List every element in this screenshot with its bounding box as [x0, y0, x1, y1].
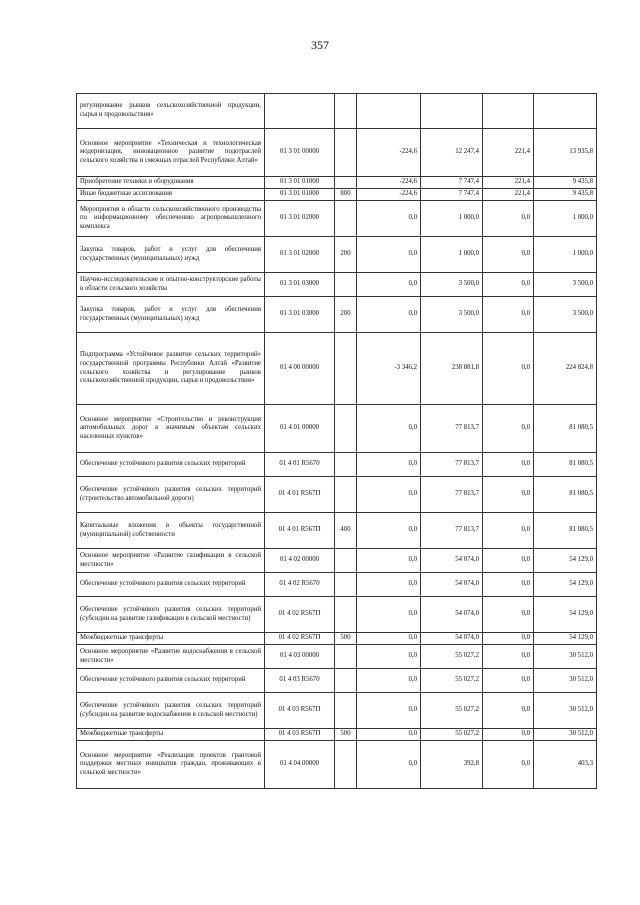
row-expense-type — [335, 453, 357, 477]
table-row — [77, 645, 597, 669]
row-change-2: 0,0 — [483, 333, 534, 405]
row-total: 81 080,5 — [534, 405, 597, 453]
row-plan: 7 747,4 — [421, 189, 483, 201]
row-total: 81 080,5 — [534, 453, 597, 477]
row-code: 01 3 01 01000 — [265, 177, 335, 189]
row-plan: 1 000,0 — [421, 201, 483, 237]
row-code: 01 4 01 00000 — [265, 405, 335, 453]
row-change-2: 0,0 — [483, 513, 534, 549]
row-code: 01 4 02 00000 — [265, 549, 335, 573]
row-plan: 77 813,7 — [421, 453, 483, 477]
row-code: 01 3 01 01000 — [265, 189, 335, 201]
row-change-2: 0,0 — [483, 273, 534, 297]
row-name: Приобретение техники и оборудования — [77, 177, 265, 189]
row-change: 0,0 — [357, 297, 421, 333]
row-plan: 392,8 — [421, 741, 483, 789]
row-expense-type: 500 — [335, 729, 357, 741]
row-code: 01 4 02 R567П — [265, 633, 335, 645]
row-name: Обеспечение устойчивого развития сельских территорий — [77, 453, 265, 477]
table-row — [77, 189, 597, 201]
row-change-2: 0,0 — [483, 633, 534, 645]
row-plan: 1 000,0 — [421, 237, 483, 273]
row-change-2: 221,4 — [483, 177, 534, 189]
row-name: Подпрограмма «Устойчивое развитие сельских территорий» государственной программы Республики Алтай «Развитие сельского хозяйства и регулирование рынков сельскохозяйственной продукции, сырья и продовольствия» — [77, 333, 265, 405]
row-expense-type: 200 — [335, 237, 357, 273]
row-expense-type: 200 — [335, 297, 357, 333]
row-total: 224 824,8 — [534, 333, 597, 405]
row-change: 0,0 — [357, 573, 421, 597]
row-code: 01 3 01 02000 — [265, 237, 335, 273]
row-total: 3 500,0 — [534, 297, 597, 333]
row-expense-type: 500 — [335, 633, 357, 645]
row-expense-type: 400 — [335, 513, 357, 549]
row-change: 0,0 — [357, 201, 421, 237]
table-row — [77, 597, 597, 633]
budget-table — [76, 93, 597, 789]
row-code: 01 4 02 R567П — [265, 597, 335, 633]
row-expense-type — [335, 741, 357, 789]
row-total: 30 512,0 — [534, 669, 597, 693]
row-total: 9 435,8 — [534, 189, 597, 201]
row-change-2: 0,0 — [483, 693, 534, 729]
row-plan: 54 074,0 — [421, 633, 483, 645]
row-name: Обеспечение устойчивого развития сельских территорий (субсидии на развитие газификации в сельской местности) — [77, 597, 265, 633]
row-expense-type — [335, 273, 357, 297]
row-expense-type — [335, 94, 357, 129]
table-row — [77, 729, 597, 741]
row-change-2: 0,0 — [483, 549, 534, 573]
table-row — [77, 453, 597, 477]
row-change: 0,0 — [357, 693, 421, 729]
row-expense-type — [335, 177, 357, 189]
row-change-2: 0,0 — [483, 477, 534, 513]
row-name: Закупка товаров, работ и услуг для обеспечения государственных (муниципальных) нужд — [77, 297, 265, 333]
row-change: 0,0 — [357, 237, 421, 273]
row-expense-type — [335, 573, 357, 597]
table-row — [77, 693, 597, 729]
row-plan — [421, 94, 483, 129]
row-code: 01 3 01 03000 — [265, 297, 335, 333]
table-row — [77, 273, 597, 297]
row-name: Обеспечение устойчивого развития сельских территорий — [77, 669, 265, 693]
row-change: 0,0 — [357, 477, 421, 513]
row-plan: 77 813,7 — [421, 405, 483, 453]
row-code: 01 4 03 R567П — [265, 693, 335, 729]
row-change-2 — [483, 94, 534, 129]
table-row — [77, 94, 597, 129]
row-change-2: 0,0 — [483, 201, 534, 237]
row-total: 30 512,0 — [534, 693, 597, 729]
row-expense-type — [335, 597, 357, 633]
table-row — [77, 741, 597, 789]
row-change-2: 0,0 — [483, 729, 534, 741]
row-name: Обеспечение устойчивого развития сельских территорий — [77, 573, 265, 597]
row-change: -3 346,2 — [357, 333, 421, 405]
row-expense-type — [335, 645, 357, 669]
row-plan: 3 500,0 — [421, 273, 483, 297]
row-total: 54 129,0 — [534, 597, 597, 633]
row-expense-type — [335, 333, 357, 405]
row-change-2: 0,0 — [483, 669, 534, 693]
row-name: Основное мероприятие «Техническая и технологическая модернизация, инновационное развитие подотраслей сельского хозяйства и смежных отраслей Республики Алтай» — [77, 129, 265, 177]
row-plan: 77 813,7 — [421, 477, 483, 513]
row-name: Обеспечение устойчивого развития сельских территорий (субсидии на развитие водоснабжения в сельской местности) — [77, 693, 265, 729]
row-plan: 55 027,2 — [421, 729, 483, 741]
page-number: 357 — [311, 38, 329, 52]
row-change: 0,0 — [357, 645, 421, 669]
row-total: 30 512,0 — [534, 645, 597, 669]
row-plan: 54 074,0 — [421, 573, 483, 597]
table-row — [77, 477, 597, 513]
row-change: 0,0 — [357, 669, 421, 693]
row-name: Капитальные вложения в объекты государственной (муниципальной) собственности — [77, 513, 265, 549]
row-change: 0,0 — [357, 453, 421, 477]
row-total: 9 435,8 — [534, 177, 597, 189]
row-expense-type — [335, 201, 357, 237]
table-row — [77, 573, 597, 597]
row-total: 81 080,5 — [534, 513, 597, 549]
row-change: -224,6 — [357, 177, 421, 189]
row-code: 01 4 03 R5670 — [265, 669, 335, 693]
table-row — [77, 633, 597, 645]
row-code: 01 3 01 03000 — [265, 273, 335, 297]
row-change-2: 0,0 — [483, 297, 534, 333]
row-change: 0,0 — [357, 405, 421, 453]
row-expense-type — [335, 405, 357, 453]
row-change: 0,0 — [357, 513, 421, 549]
row-change-2: 0,0 — [483, 453, 534, 477]
row-code: 01 4 03 00000 — [265, 645, 335, 669]
row-code: 01 4 02 R5670 — [265, 573, 335, 597]
row-expense-type: 800 — [335, 189, 357, 201]
row-expense-type — [335, 129, 357, 177]
row-name: Мероприятия в области сельскохозяйственного производства по информационному обеспечению агропромышленного комплекса — [77, 201, 265, 237]
row-plan: 12 247,4 — [421, 129, 483, 177]
row-total — [534, 94, 597, 129]
row-change-2: 0,0 — [483, 645, 534, 669]
table-row — [77, 333, 597, 405]
row-plan: 55 027,2 — [421, 693, 483, 729]
row-change — [357, 94, 421, 129]
row-code: 01 3 01 02000 — [265, 201, 335, 237]
row-code: 01 4 01 R567П — [265, 513, 335, 549]
row-change: 0,0 — [357, 729, 421, 741]
table-row — [77, 549, 597, 573]
row-expense-type — [335, 669, 357, 693]
row-plan: 54 074,0 — [421, 597, 483, 633]
row-code: 01 4 01 R5670 — [265, 453, 335, 477]
table-row — [77, 669, 597, 693]
row-total: 81 080,5 — [534, 477, 597, 513]
row-total: 3 500,0 — [534, 273, 597, 297]
row-name: Закупка товаров, работ и услуг для обеспечения государственных (муниципальных) нужд — [77, 237, 265, 273]
row-name: Основное мероприятие «Реализация проектов грантовой поддержки местных инициатив граждан, проживающих в сельской местности» — [77, 741, 265, 789]
table-row — [77, 201, 597, 237]
row-plan: 54 074,0 — [421, 549, 483, 573]
row-total: 54 129,0 — [534, 549, 597, 573]
row-expense-type — [335, 477, 357, 513]
row-name: регулирование рынков сельскохозяйственной продукции, сырья и продовольствия» — [77, 94, 265, 129]
row-code: 01 3 01 00000 — [265, 129, 335, 177]
row-change-2: 221,4 — [483, 129, 534, 177]
row-name: Основное мероприятие «Строительство и реконструкция автомобильных дорог к значимым объектам сельских населенных пунктов» — [77, 405, 265, 453]
row-change: 0,0 — [357, 741, 421, 789]
table-row — [77, 177, 597, 189]
table-row — [77, 513, 597, 549]
row-code: 01 4 03 R567П — [265, 729, 335, 741]
row-code: 01 4 04 00000 — [265, 741, 335, 789]
table-row — [77, 297, 597, 333]
table-row — [77, 237, 597, 273]
row-name: Межбюджетные трансферты — [77, 633, 265, 645]
row-change-2: 0,0 — [483, 573, 534, 597]
row-plan: 7 747,4 — [421, 177, 483, 189]
row-total: 54 129,0 — [534, 573, 597, 597]
row-total: 1 000,0 — [534, 201, 597, 237]
row-plan: 238 881,8 — [421, 333, 483, 405]
row-expense-type — [335, 549, 357, 573]
row-name: Основное мероприятие «Развитие водоснабжения в сельской местности» — [77, 645, 265, 669]
row-code: 01 4 00 00000 — [265, 333, 335, 405]
row-name: Иные бюджетные ассигнования — [77, 189, 265, 201]
row-total: 1 000,0 — [534, 237, 597, 273]
row-change: 0,0 — [357, 273, 421, 297]
row-change: 0,0 — [357, 549, 421, 573]
row-change: 0,0 — [357, 597, 421, 633]
row-change-2: 0,0 — [483, 237, 534, 273]
budget-table-body — [77, 94, 597, 789]
row-change: 0,0 — [357, 633, 421, 645]
row-change: -224,6 — [357, 129, 421, 177]
row-name: Межбюджетные трансферты — [77, 729, 265, 741]
row-change: -224,6 — [357, 189, 421, 201]
row-code — [265, 94, 335, 129]
row-change-2: 221,4 — [483, 189, 534, 201]
row-total: 13 935,8 — [534, 129, 597, 177]
row-expense-type — [335, 693, 357, 729]
table-row — [77, 405, 597, 453]
row-change-2: 0,0 — [483, 597, 534, 633]
row-change-2: 0,0 — [483, 741, 534, 789]
row-plan: 55 027,2 — [421, 645, 483, 669]
row-code: 01 4 01 R567П — [265, 477, 335, 513]
row-name: Обеспечение устойчивого развития сельских территорий (строительство автомобильной дороги) — [77, 477, 265, 513]
row-plan: 55 027,2 — [421, 669, 483, 693]
row-total: 30 512,0 — [534, 729, 597, 741]
row-change-2: 0,0 — [483, 405, 534, 453]
row-name: Основное мероприятие «Развитие газификации в сельской местности» — [77, 549, 265, 573]
row-plan: 77 813,7 — [421, 513, 483, 549]
row-total: 403,3 — [534, 741, 597, 789]
row-name: Научно-исследовательские и опытно-конструкторские работы в области сельского хозяйства — [77, 273, 265, 297]
table-row — [77, 129, 597, 177]
row-total: 54 129,0 — [534, 633, 597, 645]
row-plan: 3 500,0 — [421, 297, 483, 333]
